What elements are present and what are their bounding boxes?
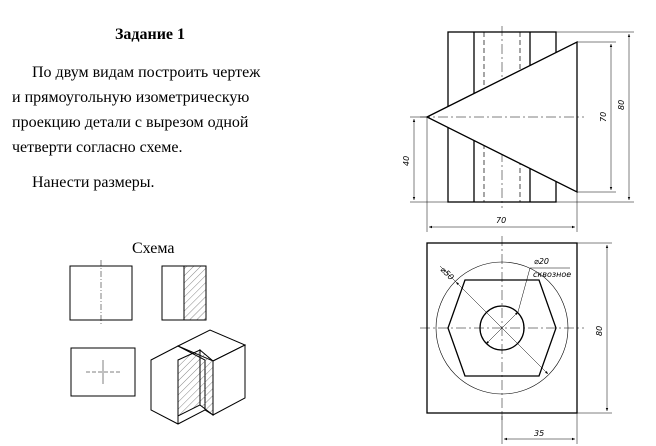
dim-phi50: ⌀50 <box>438 265 456 283</box>
scheme-isometric-view <box>151 330 245 424</box>
dim-through-note: сквозное <box>533 270 572 279</box>
task-line-3: проекцию детали с вырезом одной <box>12 114 249 131</box>
dimensions-note: Нанести размеры. <box>32 174 155 191</box>
scheme-label: Схема <box>132 240 175 257</box>
dim-70-height: 70 <box>599 111 608 122</box>
scheme-top-view <box>71 348 135 396</box>
task-line-1: По двум видам построить чертеж <box>32 64 261 81</box>
dim-70-width: 70 <box>496 216 507 225</box>
dim-phi20: ⌀20 <box>534 257 549 266</box>
dim-80-height: 80 <box>617 99 626 110</box>
dim-80-top: 80 <box>595 325 604 336</box>
dim-40: 40 <box>402 155 411 166</box>
dim-35: 35 <box>534 429 545 438</box>
scheme-front-view <box>70 260 132 326</box>
front-view <box>420 26 584 208</box>
scheme-section-view <box>162 266 206 320</box>
task-line-2: и прямоугольную изометрическую <box>12 89 250 106</box>
task-line-4: четверти согласно схеме. <box>12 139 183 156</box>
task-title: Задание 1 <box>114 26 186 43</box>
